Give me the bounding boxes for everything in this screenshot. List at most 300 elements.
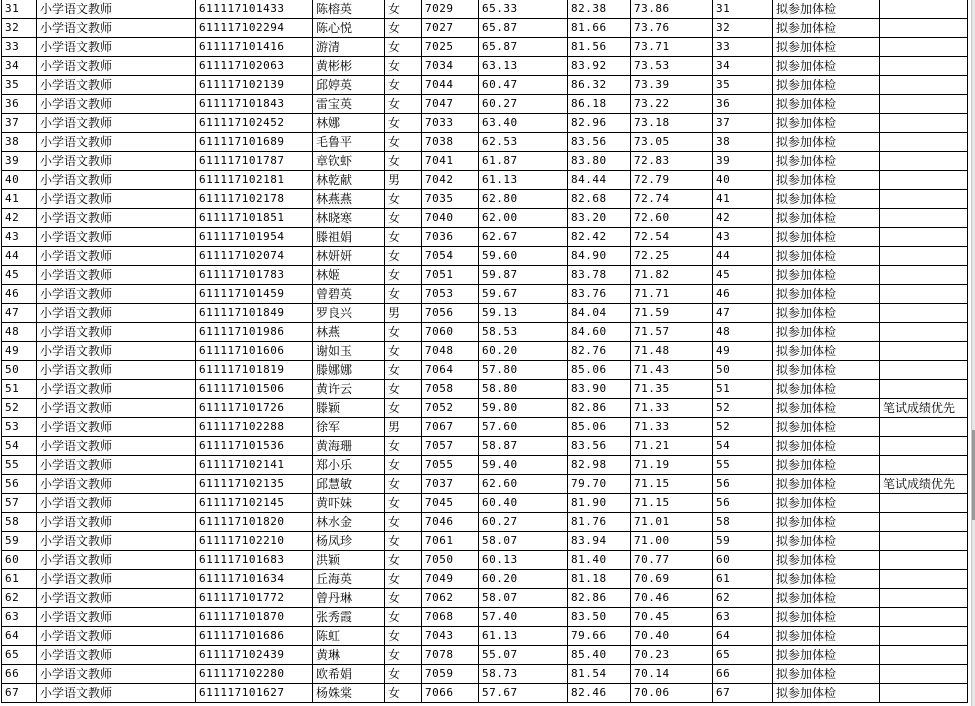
candidate-id-cell[interactable]: 611117101820 <box>196 513 313 532</box>
position-cell[interactable]: 小学语文教师 <box>37 456 196 475</box>
interview-score-cell[interactable]: 83.90 <box>568 380 631 399</box>
written-score-cell[interactable]: 60.40 <box>479 494 568 513</box>
written-score-cell[interactable]: 59.67 <box>479 285 568 304</box>
status-cell[interactable]: 拟参加体检 <box>773 684 880 703</box>
exam-code-cell[interactable]: 7029 <box>422 0 479 19</box>
name-cell[interactable]: 陈榕英 <box>313 0 385 19</box>
written-score-cell[interactable]: 61.13 <box>479 627 568 646</box>
order-cell[interactable]: 64 <box>713 627 773 646</box>
rank-cell[interactable]: 42 <box>2 209 37 228</box>
candidate-id-cell[interactable]: 611117102181 <box>196 171 313 190</box>
candidate-id-cell[interactable]: 611117101689 <box>196 133 313 152</box>
table-row[interactable] <box>2 665 968 684</box>
total-score-cell[interactable]: 73.53 <box>631 57 713 76</box>
status-cell[interactable]: 拟参加体检 <box>773 38 880 57</box>
position-cell[interactable]: 小学语文教师 <box>37 95 196 114</box>
order-cell[interactable]: 41 <box>713 190 773 209</box>
candidate-id-cell[interactable]: 611117102139 <box>196 76 313 95</box>
gender-cell[interactable]: 女 <box>385 437 422 456</box>
name-cell[interactable]: 洪颖 <box>313 551 385 570</box>
rank-cell[interactable]: 53 <box>2 418 37 437</box>
interview-score-cell[interactable]: 83.80 <box>568 152 631 171</box>
gender-cell[interactable]: 女 <box>385 456 422 475</box>
interview-score-cell[interactable]: 83.50 <box>568 608 631 627</box>
order-cell[interactable]: 43 <box>713 228 773 247</box>
note-cell[interactable]: 笔试成绩优先 <box>880 399 968 418</box>
rank-cell[interactable]: 61 <box>2 570 37 589</box>
interview-score-cell[interactable]: 84.60 <box>568 323 631 342</box>
note-cell[interactable] <box>880 342 968 361</box>
candidate-id-cell[interactable]: 611117102178 <box>196 190 313 209</box>
rank-cell[interactable]: 40 <box>2 171 37 190</box>
total-score-cell[interactable]: 71.15 <box>631 494 713 513</box>
gender-cell[interactable]: 女 <box>385 285 422 304</box>
candidate-id-cell[interactable]: 611117102141 <box>196 456 313 475</box>
order-cell[interactable]: 36 <box>713 95 773 114</box>
table-row[interactable] <box>2 475 968 494</box>
candidate-id-cell[interactable]: 611117101843 <box>196 95 313 114</box>
rank-cell[interactable]: 60 <box>2 551 37 570</box>
candidate-id-cell[interactable]: 611117101416 <box>196 38 313 57</box>
gender-cell[interactable]: 女 <box>385 323 422 342</box>
status-cell[interactable]: 拟参加体检 <box>773 171 880 190</box>
status-cell[interactable]: 拟参加体检 <box>773 19 880 38</box>
candidate-id-cell[interactable]: 611117102288 <box>196 418 313 437</box>
interview-score-cell[interactable]: 83.92 <box>568 57 631 76</box>
note-cell[interactable] <box>880 589 968 608</box>
name-cell[interactable]: 欧希娟 <box>313 665 385 684</box>
note-cell[interactable] <box>880 266 968 285</box>
total-score-cell[interactable]: 71.21 <box>631 437 713 456</box>
position-cell[interactable]: 小学语文教师 <box>37 247 196 266</box>
table-row[interactable] <box>2 19 968 38</box>
note-cell[interactable] <box>880 608 968 627</box>
name-cell[interactable]: 陈心悦 <box>313 19 385 38</box>
candidate-id-cell[interactable]: 611117102063 <box>196 57 313 76</box>
order-cell[interactable]: 38 <box>713 133 773 152</box>
name-cell[interactable]: 郑小乐 <box>313 456 385 475</box>
interview-score-cell[interactable]: 82.86 <box>568 399 631 418</box>
rank-cell[interactable]: 43 <box>2 228 37 247</box>
note-cell[interactable] <box>880 418 968 437</box>
table-row[interactable] <box>2 437 968 456</box>
status-cell[interactable]: 拟参加体检 <box>773 646 880 665</box>
exam-code-cell[interactable]: 7038 <box>422 133 479 152</box>
name-cell[interactable]: 林水金 <box>313 513 385 532</box>
gender-cell[interactable]: 女 <box>385 19 422 38</box>
position-cell[interactable]: 小学语文教师 <box>37 266 196 285</box>
written-score-cell[interactable]: 58.87 <box>479 437 568 456</box>
candidate-id-cell[interactable]: 611117101536 <box>196 437 313 456</box>
exam-code-cell[interactable]: 7056 <box>422 304 479 323</box>
table-row[interactable] <box>2 171 968 190</box>
status-cell[interactable]: 拟参加体检 <box>773 95 880 114</box>
candidate-id-cell[interactable]: 611117102280 <box>196 665 313 684</box>
status-cell[interactable]: 拟参加体检 <box>773 323 880 342</box>
candidate-id-cell[interactable]: 611117101634 <box>196 570 313 589</box>
rank-cell[interactable]: 49 <box>2 342 37 361</box>
note-cell[interactable] <box>880 247 968 266</box>
status-cell[interactable]: 拟参加体检 <box>773 399 880 418</box>
position-cell[interactable]: 小学语文教师 <box>37 76 196 95</box>
candidate-id-cell[interactable]: 611117101606 <box>196 342 313 361</box>
total-score-cell[interactable]: 71.48 <box>631 342 713 361</box>
total-score-cell[interactable]: 73.39 <box>631 76 713 95</box>
position-cell[interactable]: 小学语文教师 <box>37 361 196 380</box>
note-cell[interactable] <box>880 456 968 475</box>
written-score-cell[interactable]: 60.20 <box>479 342 568 361</box>
status-cell[interactable]: 拟参加体检 <box>773 418 880 437</box>
exam-code-cell[interactable]: 7047 <box>422 95 479 114</box>
rank-cell[interactable]: 55 <box>2 456 37 475</box>
name-cell[interactable]: 张秀霞 <box>313 608 385 627</box>
total-score-cell[interactable]: 71.33 <box>631 399 713 418</box>
gender-cell[interactable]: 女 <box>385 342 422 361</box>
gender-cell[interactable]: 女 <box>385 551 422 570</box>
note-cell[interactable] <box>880 437 968 456</box>
gender-cell[interactable]: 女 <box>385 589 422 608</box>
status-cell[interactable]: 拟参加体检 <box>773 247 880 266</box>
exam-code-cell[interactable]: 7036 <box>422 228 479 247</box>
order-cell[interactable]: 42 <box>713 209 773 228</box>
exam-code-cell[interactable]: 7061 <box>422 532 479 551</box>
table-row[interactable] <box>2 152 968 171</box>
interview-score-cell[interactable]: 81.40 <box>568 551 631 570</box>
total-score-cell[interactable]: 71.19 <box>631 456 713 475</box>
position-cell[interactable]: 小学语文教师 <box>37 38 196 57</box>
order-cell[interactable]: 50 <box>713 361 773 380</box>
position-cell[interactable]: 小学语文教师 <box>37 627 196 646</box>
name-cell[interactable]: 邱慧敏 <box>313 475 385 494</box>
position-cell[interactable]: 小学语文教师 <box>37 437 196 456</box>
name-cell[interactable]: 黄彬彬 <box>313 57 385 76</box>
interview-score-cell[interactable]: 86.18 <box>568 95 631 114</box>
total-score-cell[interactable]: 73.22 <box>631 95 713 114</box>
gender-cell[interactable]: 女 <box>385 627 422 646</box>
table-row[interactable] <box>2 684 968 703</box>
total-score-cell[interactable]: 71.82 <box>631 266 713 285</box>
note-cell[interactable]: 笔试成绩优先 <box>880 475 968 494</box>
written-score-cell[interactable]: 60.20 <box>479 570 568 589</box>
table-row[interactable] <box>2 361 968 380</box>
status-cell[interactable]: 拟参加体检 <box>773 437 880 456</box>
position-cell[interactable]: 小学语文教师 <box>37 475 196 494</box>
candidate-id-cell[interactable]: 611117101851 <box>196 209 313 228</box>
total-score-cell[interactable]: 73.71 <box>631 38 713 57</box>
candidate-id-cell[interactable]: 611117101683 <box>196 551 313 570</box>
interview-score-cell[interactable]: 81.54 <box>568 665 631 684</box>
rank-cell[interactable]: 59 <box>2 532 37 551</box>
table-row[interactable] <box>2 456 968 475</box>
total-score-cell[interactable]: 73.76 <box>631 19 713 38</box>
order-cell[interactable]: 52 <box>713 399 773 418</box>
table-row[interactable] <box>2 418 968 437</box>
written-score-cell[interactable]: 57.80 <box>479 361 568 380</box>
rank-cell[interactable]: 36 <box>2 95 37 114</box>
order-cell[interactable]: 40 <box>713 171 773 190</box>
note-cell[interactable] <box>880 152 968 171</box>
rank-cell[interactable]: 47 <box>2 304 37 323</box>
note-cell[interactable] <box>880 513 968 532</box>
exam-code-cell[interactable]: 7044 <box>422 76 479 95</box>
written-score-cell[interactable]: 59.60 <box>479 247 568 266</box>
gender-cell[interactable]: 男 <box>385 418 422 437</box>
candidate-id-cell[interactable]: 611117102135 <box>196 475 313 494</box>
total-score-cell[interactable]: 71.33 <box>631 418 713 437</box>
table-row[interactable] <box>2 266 968 285</box>
note-cell[interactable] <box>880 323 968 342</box>
position-cell[interactable]: 小学语文教师 <box>37 133 196 152</box>
rank-cell[interactable]: 45 <box>2 266 37 285</box>
table-row[interactable] <box>2 209 968 228</box>
status-cell[interactable]: 拟参加体检 <box>773 228 880 247</box>
name-cell[interactable]: 杨凤珍 <box>313 532 385 551</box>
status-cell[interactable]: 拟参加体检 <box>773 57 880 76</box>
interview-score-cell[interactable]: 81.66 <box>568 19 631 38</box>
total-score-cell[interactable]: 70.46 <box>631 589 713 608</box>
gender-cell[interactable]: 女 <box>385 76 422 95</box>
position-cell[interactable]: 小学语文教师 <box>37 0 196 19</box>
interview-score-cell[interactable]: 82.38 <box>568 0 631 19</box>
total-score-cell[interactable]: 72.60 <box>631 209 713 228</box>
interview-score-cell[interactable]: 85.06 <box>568 418 631 437</box>
name-cell[interactable]: 邱婷英 <box>313 76 385 95</box>
total-score-cell[interactable]: 72.83 <box>631 152 713 171</box>
status-cell[interactable]: 拟参加体检 <box>773 0 880 19</box>
order-cell[interactable]: 49 <box>713 342 773 361</box>
position-cell[interactable]: 小学语文教师 <box>37 494 196 513</box>
total-score-cell[interactable]: 72.54 <box>631 228 713 247</box>
interview-score-cell[interactable]: 83.94 <box>568 532 631 551</box>
position-cell[interactable]: 小学语文教师 <box>37 228 196 247</box>
interview-score-cell[interactable]: 82.86 <box>568 589 631 608</box>
position-cell[interactable]: 小学语文教师 <box>37 171 196 190</box>
total-score-cell[interactable]: 71.00 <box>631 532 713 551</box>
rank-cell[interactable]: 31 <box>2 0 37 19</box>
table-row[interactable] <box>2 608 968 627</box>
interview-score-cell[interactable]: 81.76 <box>568 513 631 532</box>
table-row[interactable] <box>2 323 968 342</box>
gender-cell[interactable]: 男 <box>385 304 422 323</box>
written-score-cell[interactable]: 60.13 <box>479 551 568 570</box>
order-cell[interactable]: 34 <box>713 57 773 76</box>
total-score-cell[interactable]: 72.79 <box>631 171 713 190</box>
total-score-cell[interactable]: 70.77 <box>631 551 713 570</box>
position-cell[interactable]: 小学语文教师 <box>37 57 196 76</box>
order-cell[interactable]: 65 <box>713 646 773 665</box>
name-cell[interactable]: 章钦虾 <box>313 152 385 171</box>
position-cell[interactable]: 小学语文教师 <box>37 551 196 570</box>
note-cell[interactable] <box>880 76 968 95</box>
status-cell[interactable]: 拟参加体检 <box>773 551 880 570</box>
rank-cell[interactable]: 67 <box>2 684 37 703</box>
position-cell[interactable]: 小学语文教师 <box>37 190 196 209</box>
note-cell[interactable] <box>880 665 968 684</box>
candidate-id-cell[interactable]: 611117102439 <box>196 646 313 665</box>
rank-cell[interactable]: 62 <box>2 589 37 608</box>
rank-cell[interactable]: 39 <box>2 152 37 171</box>
name-cell[interactable]: 陈虹 <box>313 627 385 646</box>
exam-code-cell[interactable]: 7050 <box>422 551 479 570</box>
status-cell[interactable]: 拟参加体检 <box>773 589 880 608</box>
total-score-cell[interactable]: 73.05 <box>631 133 713 152</box>
rank-cell[interactable]: 54 <box>2 437 37 456</box>
name-cell[interactable]: 黄许云 <box>313 380 385 399</box>
rank-cell[interactable]: 51 <box>2 380 37 399</box>
interview-score-cell[interactable]: 84.04 <box>568 304 631 323</box>
note-cell[interactable] <box>880 0 968 19</box>
order-cell[interactable]: 39 <box>713 152 773 171</box>
gender-cell[interactable]: 女 <box>385 57 422 76</box>
table-row[interactable] <box>2 646 968 665</box>
rank-cell[interactable]: 65 <box>2 646 37 665</box>
position-cell[interactable]: 小学语文教师 <box>37 589 196 608</box>
candidate-id-cell[interactable]: 611117102210 <box>196 532 313 551</box>
table-row[interactable] <box>2 114 968 133</box>
table-row[interactable] <box>2 304 968 323</box>
rank-cell[interactable]: 58 <box>2 513 37 532</box>
written-score-cell[interactable]: 55.07 <box>479 646 568 665</box>
total-score-cell[interactable]: 71.57 <box>631 323 713 342</box>
interview-score-cell[interactable]: 86.32 <box>568 76 631 95</box>
order-cell[interactable]: 44 <box>713 247 773 266</box>
exam-code-cell[interactable]: 7068 <box>422 608 479 627</box>
interview-score-cell[interactable]: 84.90 <box>568 247 631 266</box>
order-cell[interactable]: 51 <box>713 380 773 399</box>
table-row[interactable] <box>2 95 968 114</box>
interview-score-cell[interactable]: 82.96 <box>568 114 631 133</box>
order-cell[interactable]: 56 <box>713 475 773 494</box>
gender-cell[interactable]: 女 <box>385 665 422 684</box>
exam-code-cell[interactable]: 7078 <box>422 646 479 665</box>
status-cell[interactable]: 拟参加体检 <box>773 190 880 209</box>
position-cell[interactable]: 小学语文教师 <box>37 570 196 589</box>
order-cell[interactable]: 31 <box>713 0 773 19</box>
position-cell[interactable]: 小学语文教师 <box>37 114 196 133</box>
candidate-id-cell[interactable]: 611117101954 <box>196 228 313 247</box>
position-cell[interactable]: 小学语文教师 <box>37 380 196 399</box>
name-cell[interactable]: 雷宝英 <box>313 95 385 114</box>
status-cell[interactable]: 拟参加体检 <box>773 133 880 152</box>
candidate-id-cell[interactable]: 611117102145 <box>196 494 313 513</box>
name-cell[interactable]: 丘海英 <box>313 570 385 589</box>
position-cell[interactable]: 小学语文教师 <box>37 285 196 304</box>
exam-code-cell[interactable]: 7059 <box>422 665 479 684</box>
order-cell[interactable]: 52 <box>713 418 773 437</box>
candidate-id-cell[interactable]: 611117101819 <box>196 361 313 380</box>
name-cell[interactable]: 黄琳 <box>313 646 385 665</box>
candidate-id-cell[interactable]: 611117102294 <box>196 19 313 38</box>
note-cell[interactable] <box>880 361 968 380</box>
table-row[interactable] <box>2 0 968 19</box>
gender-cell[interactable]: 女 <box>385 228 422 247</box>
gender-cell[interactable]: 女 <box>385 494 422 513</box>
exam-code-cell[interactable]: 7049 <box>422 570 479 589</box>
rank-cell[interactable]: 64 <box>2 627 37 646</box>
order-cell[interactable]: 59 <box>713 532 773 551</box>
exam-code-cell[interactable]: 7043 <box>422 627 479 646</box>
rank-cell[interactable]: 57 <box>2 494 37 513</box>
note-cell[interactable] <box>880 114 968 133</box>
order-cell[interactable]: 32 <box>713 19 773 38</box>
exam-code-cell[interactable]: 7042 <box>422 171 479 190</box>
table-row[interactable] <box>2 228 968 247</box>
rank-cell[interactable]: 63 <box>2 608 37 627</box>
rank-cell[interactable]: 38 <box>2 133 37 152</box>
rank-cell[interactable]: 37 <box>2 114 37 133</box>
status-cell[interactable]: 拟参加体检 <box>773 342 880 361</box>
written-score-cell[interactable]: 65.87 <box>479 38 568 57</box>
total-score-cell[interactable]: 72.74 <box>631 190 713 209</box>
note-cell[interactable] <box>880 19 968 38</box>
name-cell[interactable]: 林妍妍 <box>313 247 385 266</box>
position-cell[interactable]: 小学语文教师 <box>37 532 196 551</box>
candidate-id-cell[interactable]: 611117101686 <box>196 627 313 646</box>
name-cell[interactable]: 林姬 <box>313 266 385 285</box>
name-cell[interactable]: 林燕燕 <box>313 190 385 209</box>
total-score-cell[interactable]: 70.40 <box>631 627 713 646</box>
written-score-cell[interactable]: 62.67 <box>479 228 568 247</box>
note-cell[interactable] <box>880 304 968 323</box>
written-score-cell[interactable]: 58.07 <box>479 589 568 608</box>
table-row[interactable] <box>2 57 968 76</box>
interview-score-cell[interactable]: 83.56 <box>568 133 631 152</box>
exam-code-cell[interactable]: 7058 <box>422 380 479 399</box>
written-score-cell[interactable]: 59.80 <box>479 399 568 418</box>
status-cell[interactable]: 拟参加体检 <box>773 665 880 684</box>
written-score-cell[interactable]: 65.33 <box>479 0 568 19</box>
name-cell[interactable]: 徐军 <box>313 418 385 437</box>
total-score-cell[interactable]: 72.25 <box>631 247 713 266</box>
gender-cell[interactable]: 女 <box>385 0 422 19</box>
order-cell[interactable]: 58 <box>713 513 773 532</box>
status-cell[interactable]: 拟参加体检 <box>773 152 880 171</box>
status-cell[interactable]: 拟参加体检 <box>773 456 880 475</box>
candidate-id-cell[interactable]: 611117101627 <box>196 684 313 703</box>
position-cell[interactable]: 小学语文教师 <box>37 418 196 437</box>
interview-score-cell[interactable]: 83.78 <box>568 266 631 285</box>
position-cell[interactable]: 小学语文教师 <box>37 152 196 171</box>
note-cell[interactable] <box>880 532 968 551</box>
interview-score-cell[interactable]: 83.76 <box>568 285 631 304</box>
total-score-cell[interactable]: 70.45 <box>631 608 713 627</box>
note-cell[interactable] <box>880 646 968 665</box>
gender-cell[interactable]: 女 <box>385 247 422 266</box>
note-cell[interactable] <box>880 684 968 703</box>
exam-code-cell[interactable]: 7055 <box>422 456 479 475</box>
name-cell[interactable]: 林娜 <box>313 114 385 133</box>
rank-cell[interactable]: 33 <box>2 38 37 57</box>
status-cell[interactable]: 拟参加体检 <box>773 304 880 323</box>
order-cell[interactable]: 60 <box>713 551 773 570</box>
gender-cell[interactable]: 女 <box>385 361 422 380</box>
written-score-cell[interactable]: 62.00 <box>479 209 568 228</box>
rank-cell[interactable]: 50 <box>2 361 37 380</box>
gender-cell[interactable]: 女 <box>385 684 422 703</box>
name-cell[interactable]: 林燕 <box>313 323 385 342</box>
written-score-cell[interactable]: 58.73 <box>479 665 568 684</box>
table-row[interactable] <box>2 190 968 209</box>
written-score-cell[interactable]: 59.40 <box>479 456 568 475</box>
written-score-cell[interactable]: 63.13 <box>479 57 568 76</box>
name-cell[interactable]: 黄海珊 <box>313 437 385 456</box>
table-row[interactable] <box>2 399 968 418</box>
interview-score-cell[interactable]: 81.18 <box>568 570 631 589</box>
exam-code-cell[interactable]: 7027 <box>422 19 479 38</box>
exam-code-cell[interactable]: 7067 <box>422 418 479 437</box>
note-cell[interactable] <box>880 209 968 228</box>
order-cell[interactable]: 62 <box>713 589 773 608</box>
